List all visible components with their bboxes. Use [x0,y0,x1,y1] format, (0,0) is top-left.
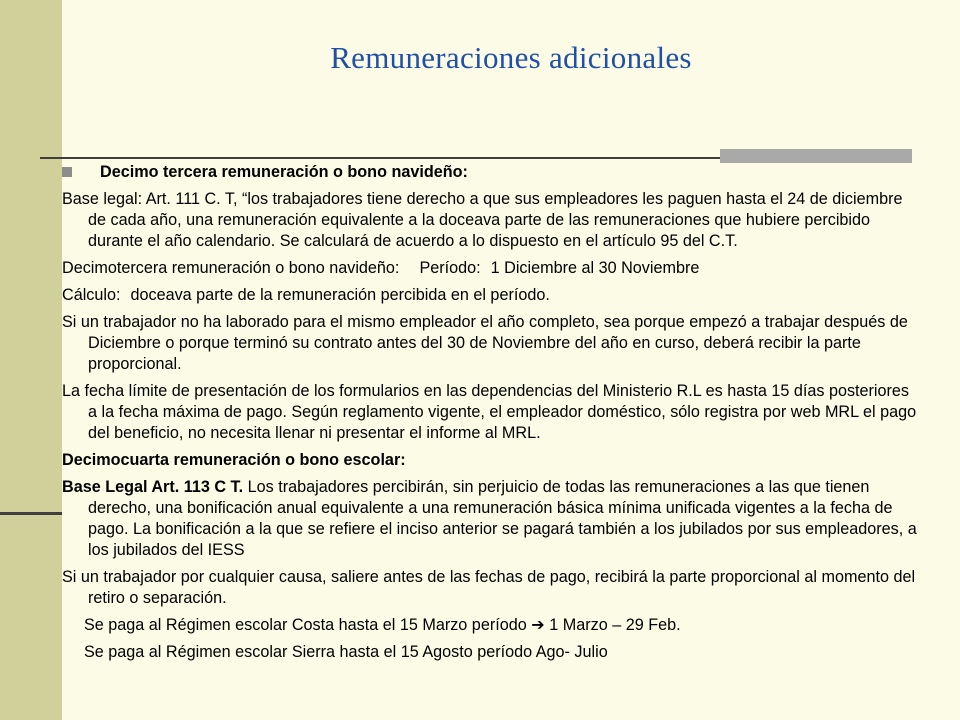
costa-periodo: 1 Marzo – 29 Feb. [549,616,681,634]
calculo-label: Cálculo: [62,286,121,304]
paragraph-periodo [62,258,918,279]
paragraph-base-legal-111 [62,189,918,252]
paragraph-salida: Si un trabajador por cualquier causa, saliere antes de las fechas de pago, recibirá la parte proporcional al momento del retiro o separación. [62,568,916,607]
heading-decimotercera: Decimo tercera remuneración o bono navideño: [100,163,468,181]
paragraph-fecha-limite: La fecha límite de presentación de los formularios en las dependencias del Ministerio R.L es hasta 15 días posteriores a la fecha máxima de pago. Según reglamento vigente, el empleador doméstico, sólo registra por web MRL el pago del beneficio, no necesita llenar ni presentar el informe al MRL. [62,382,917,442]
label-base-legal-113: Base Legal Art. 113 C T. [62,478,244,496]
heading-decimocuarta-text: Decimocuarta remuneración o bono escolar: [62,451,406,469]
square-bullet-icon [62,167,72,177]
label-base-legal: Base legal [62,190,138,208]
text-base-legal-113: Los trabajadores percibirán, sin perjuicio de todas las remuneraciones a las que tienen derecho, una bonificación anual equivalente a una remuneración básica mínima unificada vigentes a la fecha de pago. La bonificación a la que se refiere el inciso anterior se pagará también a los jubilados por sus empleadores, a los jubilados del IESS [88,478,917,559]
slide-content [62,162,918,669]
paragraph-calculo [62,285,918,306]
heading-decimocuarta [62,450,918,471]
costa-text: Se paga al Régimen escolar Costa hasta el 15 Marzo período [84,616,527,634]
title-divider [40,157,760,159]
sidebar-rule [0,512,62,515]
bullet-heading-decimotercera [62,162,918,183]
paragraph-sierra: Se paga al Régimen escolar Sierra hasta el 15 Agosto período Ago- Julio [84,643,608,661]
slide-title: Remuneraciones adicionales [330,40,692,75]
periodo-word: Período: [419,259,481,277]
periodo-label: Decimotercera remuneración o bono navideño: [62,259,400,277]
left-sidebar-band [0,0,62,720]
periodo-value: 1 Diciembre al 30 Noviembre [490,259,700,277]
calculo-value: doceava parte de la remuneración percibida en el período. [130,286,550,304]
arrow-right-icon: ➔ [531,616,545,634]
paragraph-costa [62,615,918,636]
text-base-legal: : Art. 111 C. T, “los trabajadores tiene derecho a que sus empleadores les paguen hasta el 24 de diciembre de cada año, una remuneración equivalente a la doceava parte de las remuneraciones que hubiere percibido durante el año calendario. Se calculará de acuerdo a lo dispuesto en el artículo 95 del C.T. [88,190,903,250]
paragraph-proporcional: Si un trabajador no ha laborado para el mismo empleador el año completo, sea porque empezó a trabajar después de Diciembre o porque terminó su contrato antes del 30 de Noviembre del año en curso, deberá recibir la parte proporcional. [62,313,908,373]
divider-accent-bar [720,149,912,163]
paragraph-base-legal-113 [62,477,918,561]
